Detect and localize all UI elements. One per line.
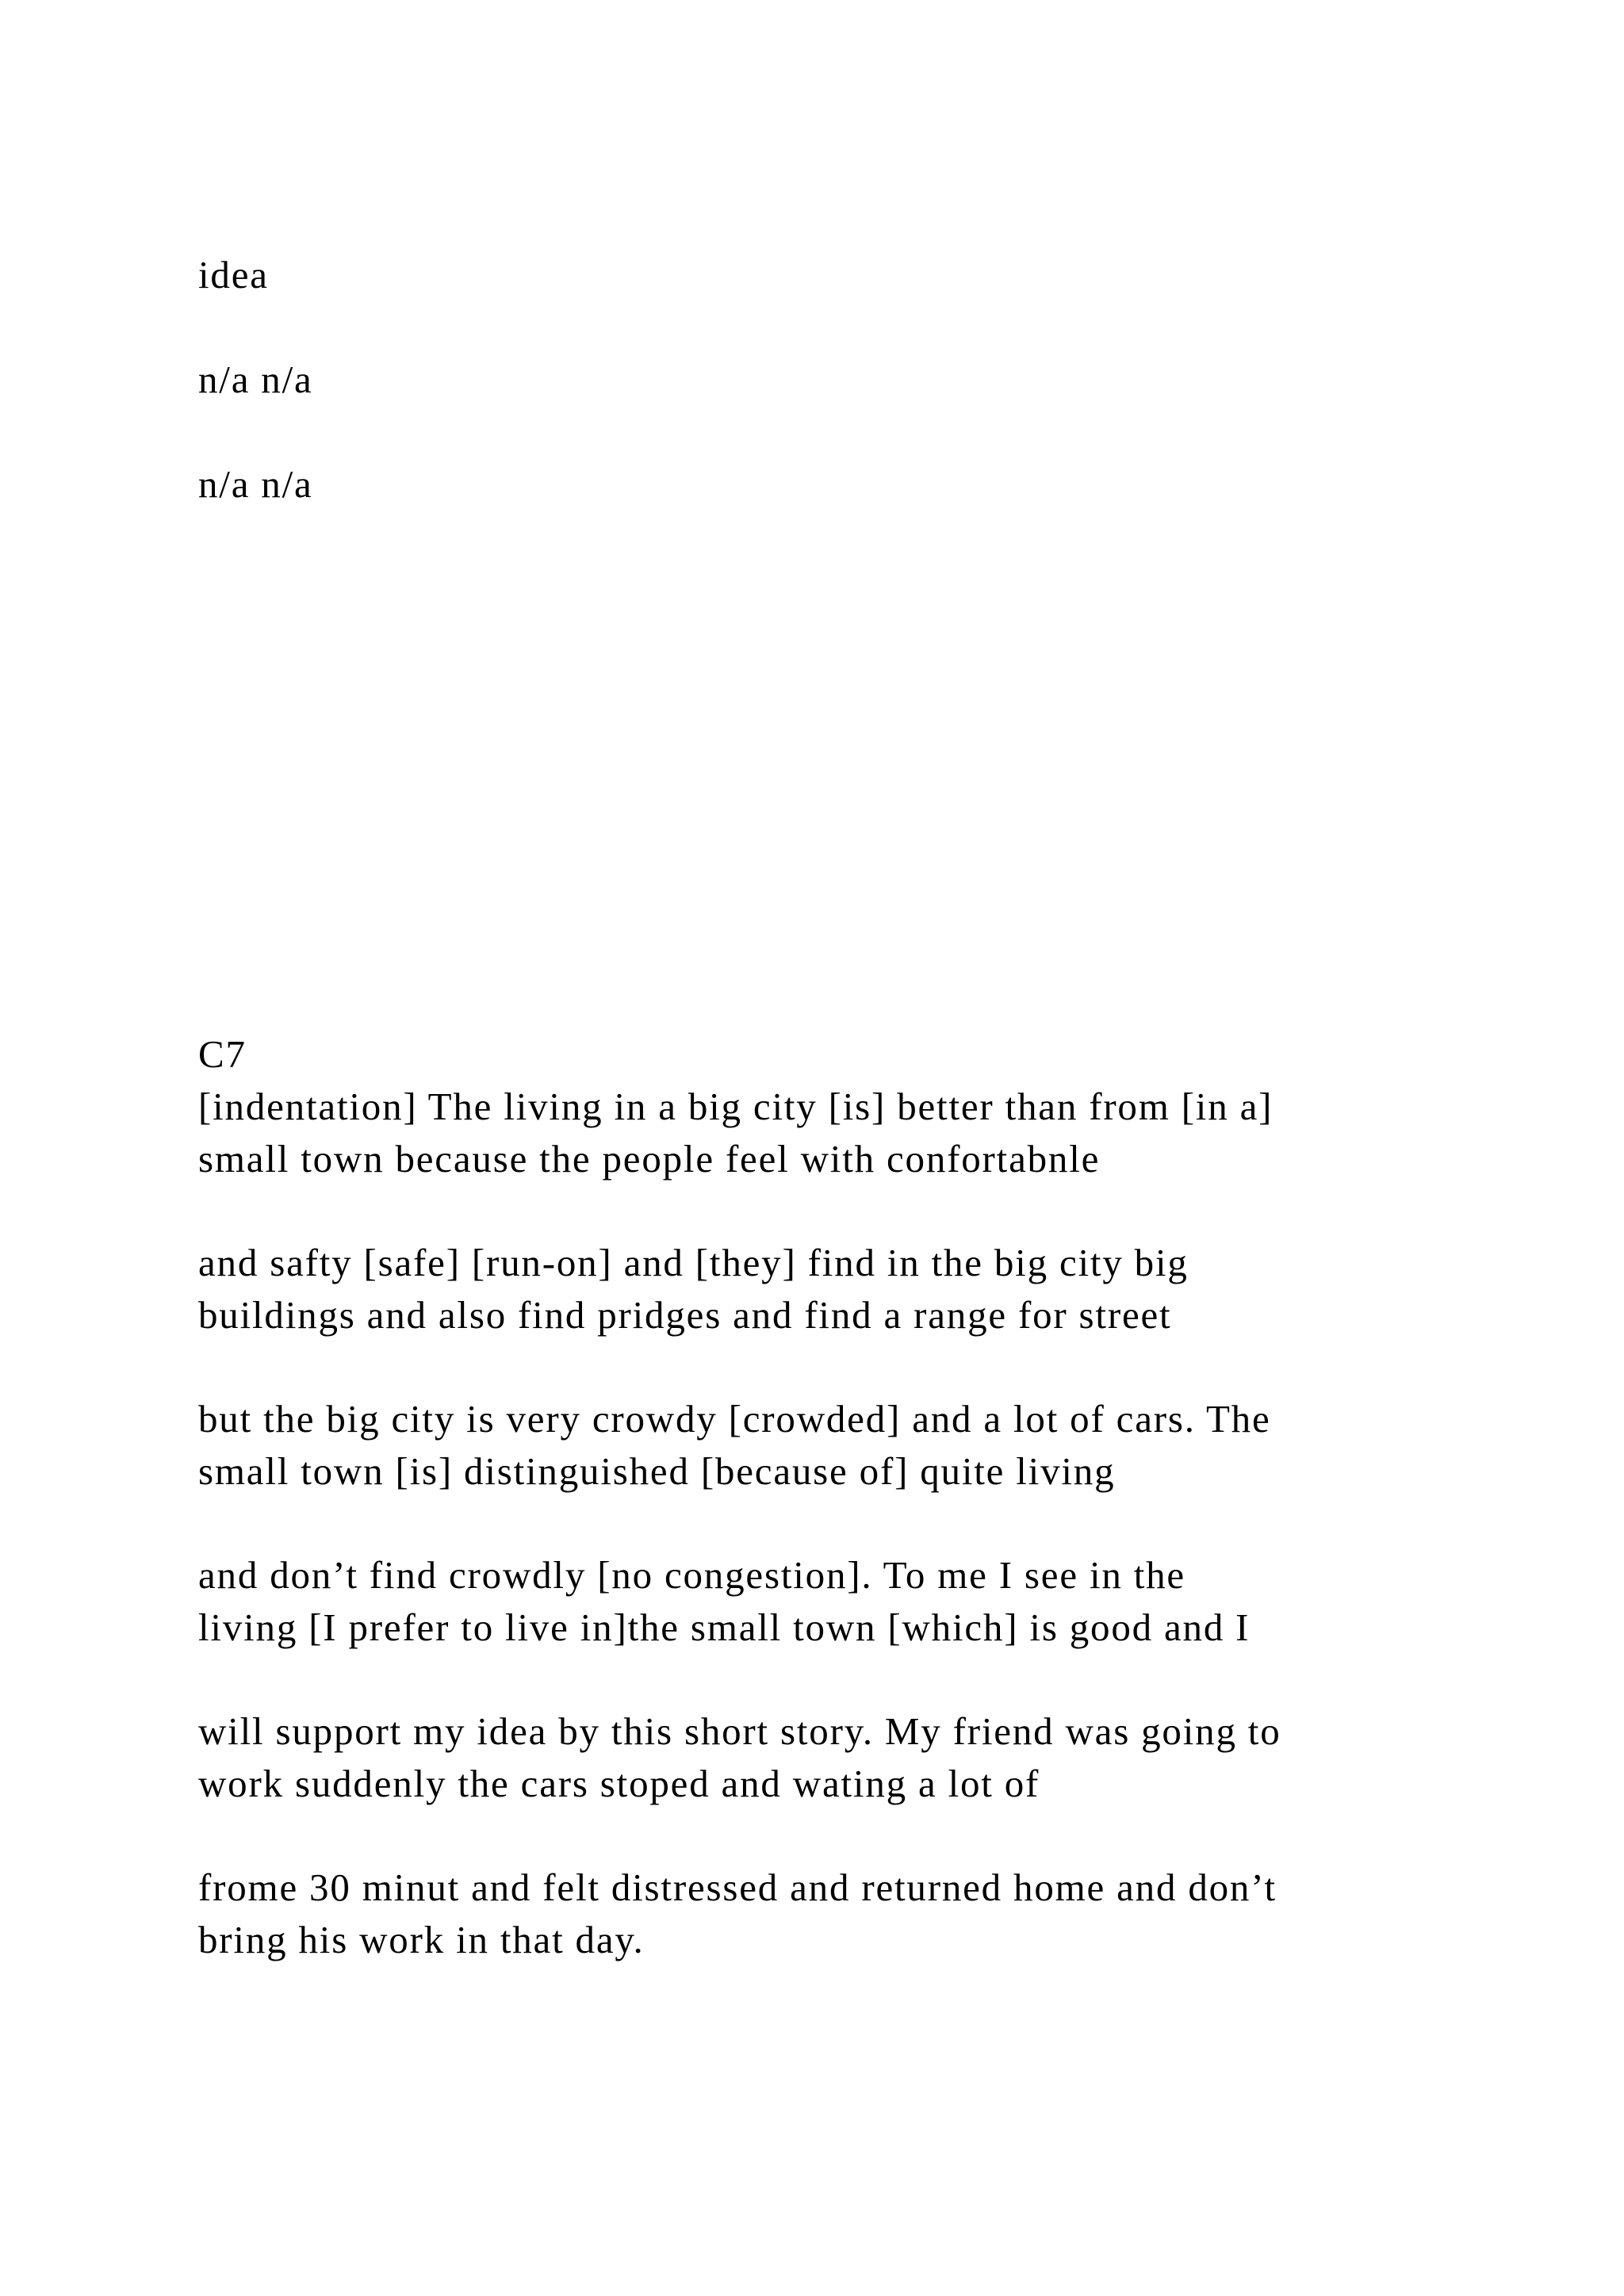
- paragraph-1-line-1: [indentation] The living in a big city [is] better than from [in a]: [198, 1085, 1274, 1128]
- paragraph-3-line-2: small town [is] distinguished [because of] quite living: [198, 1449, 1116, 1493]
- paragraph-5-line-2: work suddenly the cars stoped and wating a lot of: [198, 1762, 1040, 1805]
- top-line-idea: idea: [198, 253, 269, 297]
- paragraph-6-line-2: bring his work in that day.: [198, 1918, 645, 1961]
- paragraph-4-line-1: and don’t find crowdly [no congestion]. To me I see in the: [198, 1553, 1185, 1597]
- paragraph-4-line-2: living [I prefer to live in]the small town [which] is good and I: [198, 1605, 1251, 1649]
- paragraph-2-line-2: buildings and also find pridges and find a range for street: [198, 1293, 1172, 1337]
- paragraph-1-line-2: small town because the people feel with confortabnle: [198, 1137, 1101, 1181]
- top-line-na-1: n/a n/a: [198, 358, 313, 401]
- paragraph-5-line-1: will support my idea by this short story. My friend was going to: [198, 1709, 1281, 1753]
- paragraph-2-line-1: and safty [safe] [run-on] and [they] find in the big city big: [198, 1241, 1189, 1284]
- paragraph-3-line-1: but the big city is very crowdy [crowded] and a lot of cars. The: [198, 1397, 1271, 1441]
- paragraph-6-line-1: frome 30 minut and felt distressed and returned home and don’t: [198, 1866, 1277, 1909]
- section-heading: C7: [198, 1032, 247, 1076]
- top-line-na-2: n/a n/a: [198, 462, 313, 506]
